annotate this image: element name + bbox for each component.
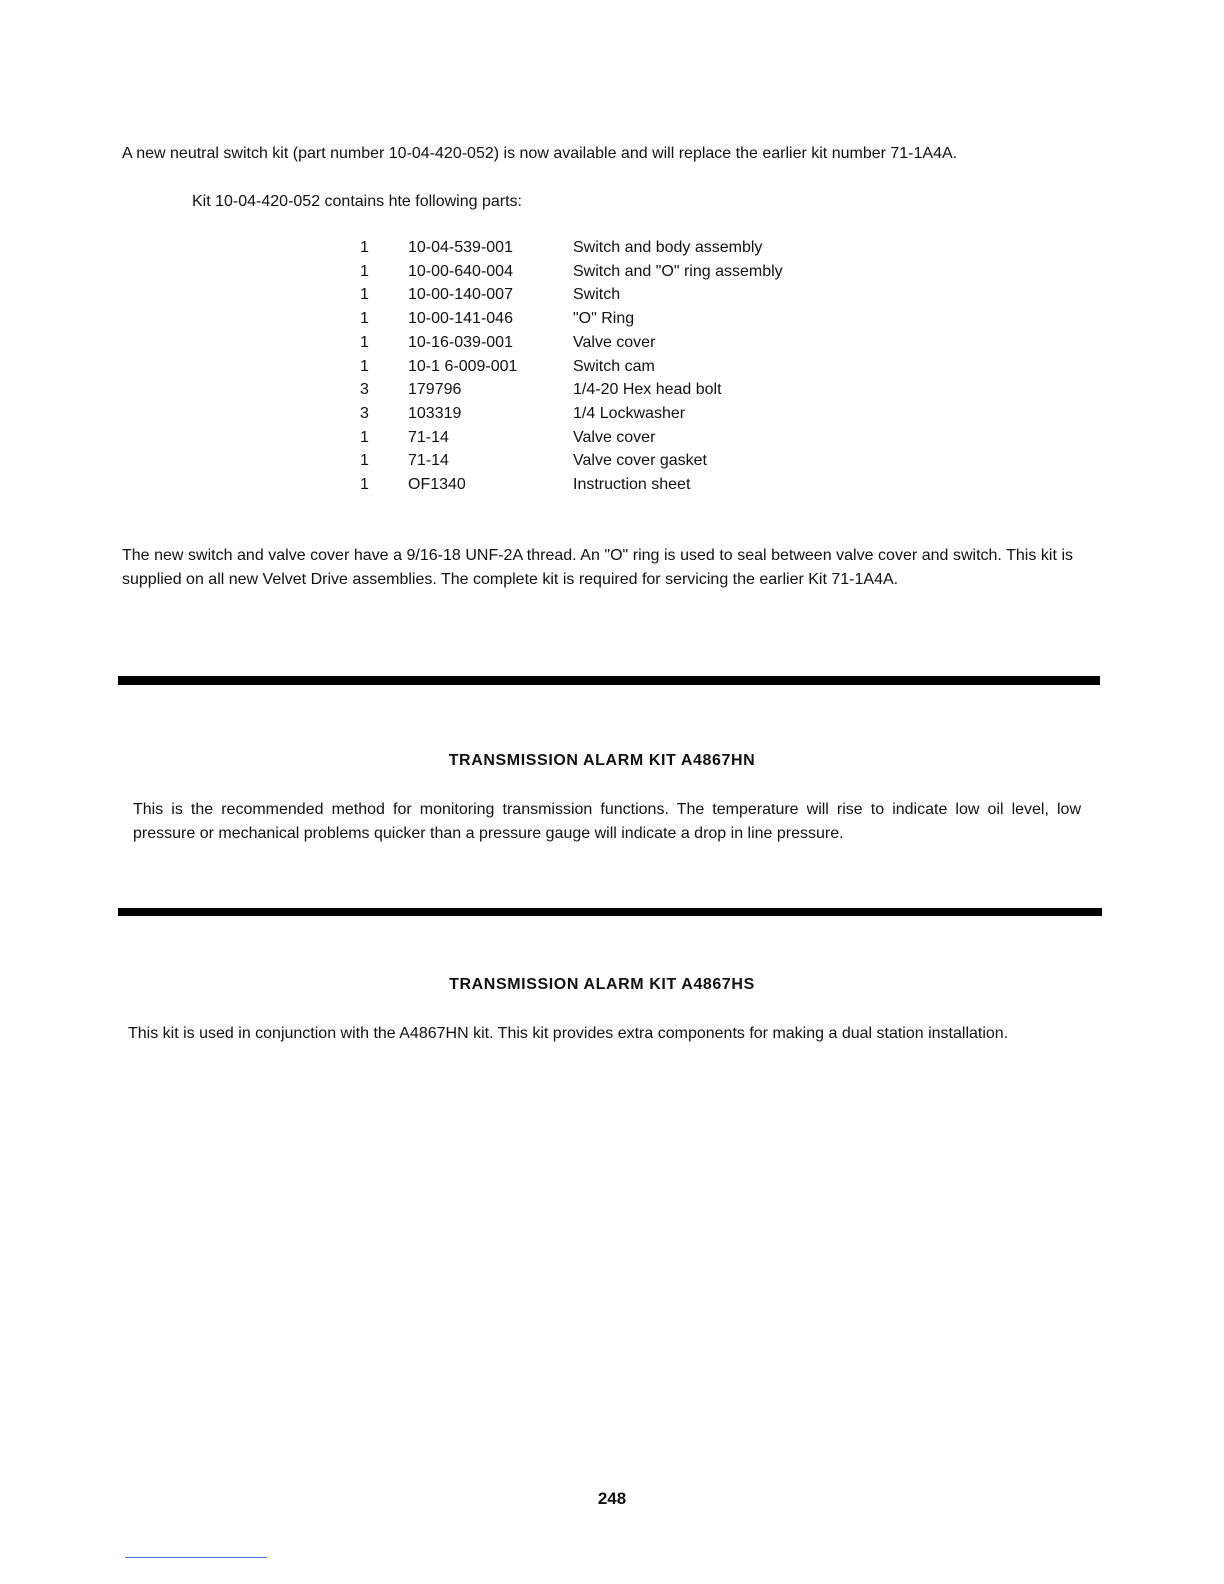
section-divider — [118, 908, 1102, 916]
parts-row — [360, 260, 873, 284]
part-description: Instruction sheet — [573, 476, 691, 494]
parts-row — [360, 378, 873, 402]
part-qty: 1 — [360, 310, 369, 328]
part-description: Switch and body assembly — [573, 239, 763, 256]
parts-table — [360, 236, 873, 497]
kit-contents-line: Kit 10-04-420-052 contains hte following parts: — [192, 193, 522, 210]
part-number: 10-1 6-009-001 — [408, 357, 518, 375]
parts-row — [360, 426, 873, 450]
footer-line — [125, 1557, 267, 1558]
part-qty: 1 — [360, 333, 369, 351]
part-description: Valve cover — [573, 333, 656, 351]
part-number: 10-00-140-007 — [408, 286, 513, 304]
part-description: Switch cam — [573, 357, 655, 375]
section-divider — [118, 676, 1100, 685]
part-qty: 1 — [360, 357, 369, 375]
part-description: 1/4-20 Hex head bolt — [573, 381, 722, 399]
parts-row — [360, 283, 873, 307]
part-qty: 3 — [360, 381, 369, 399]
part-number: 10-00-141-046 — [408, 310, 513, 328]
part-description: Switch — [573, 286, 621, 304]
part-number: 71-14 — [408, 428, 449, 446]
part-description: Switch and "O" ring assembly — [573, 262, 783, 280]
parts-row — [360, 307, 873, 331]
parts-row — [360, 473, 873, 497]
parts-row — [360, 236, 873, 260]
part-number: 71-14 — [408, 452, 449, 470]
parts-row — [360, 402, 873, 426]
part-description: 1/4 Lockwasher — [573, 404, 686, 422]
page-number: 248 — [597, 1489, 627, 1508]
part-number: 10-16-039-001 — [408, 333, 513, 351]
part-qty: 1 — [360, 476, 369, 494]
part-qty: 1 — [360, 262, 369, 280]
section-text-a4867hs: This kit is used in conjunction with the A4867HN kit. This kit provides extra components for making a dual station installation. — [128, 1025, 1009, 1042]
part-description: Valve cover — [573, 428, 656, 446]
part-number: 10-00-640-004 — [408, 262, 513, 280]
part-qty: 1 — [360, 286, 369, 304]
part-number: 103319 — [408, 404, 462, 422]
part-qty: 1 — [360, 428, 369, 446]
parts-row — [360, 355, 873, 379]
part-description: Valve cover gasket — [573, 452, 707, 470]
section-heading-a4867hs: TRANSMISSION ALARM KIT A4867HS — [449, 976, 755, 993]
part-number: 179796 — [408, 381, 462, 399]
part-qty: 1 — [360, 239, 369, 256]
intro-paragraph: A new neutral switch kit (part number 10-04-420-052) is now available and will replace the earlier kit number 71-1A4A. — [122, 145, 958, 162]
part-number: OF1340 — [408, 476, 466, 494]
section-text-a4867hn: This is the recommended method for monitoring transmission functions. The temperature will rise to indicate low oil level, low pressure or mechanical problems quicker than a pressure gauge will indicate a drop in line pressure. — [133, 801, 1081, 842]
part-qty: 1 — [360, 452, 369, 470]
part-description: "O" Ring — [573, 310, 635, 328]
part-qty: 3 — [360, 404, 369, 422]
section-heading-a4867hn: TRANSMISSION ALARM KIT A4867HN — [448, 752, 756, 769]
parts-row — [360, 449, 873, 473]
thread-description-paragraph: The new switch and valve cover have a 9/16-18 UNF-2A thread. An "O" ring is used to seal between valve cover and switch. This kit is supplied on all new Velvet Drive assemblies. The complete kit is required for servicing the earlier Kit 71-1A4A. — [122, 547, 1073, 588]
parts-row — [360, 331, 873, 355]
part-number: 10-04-539-001 — [408, 239, 513, 256]
parts-table-body — [360, 236, 873, 497]
